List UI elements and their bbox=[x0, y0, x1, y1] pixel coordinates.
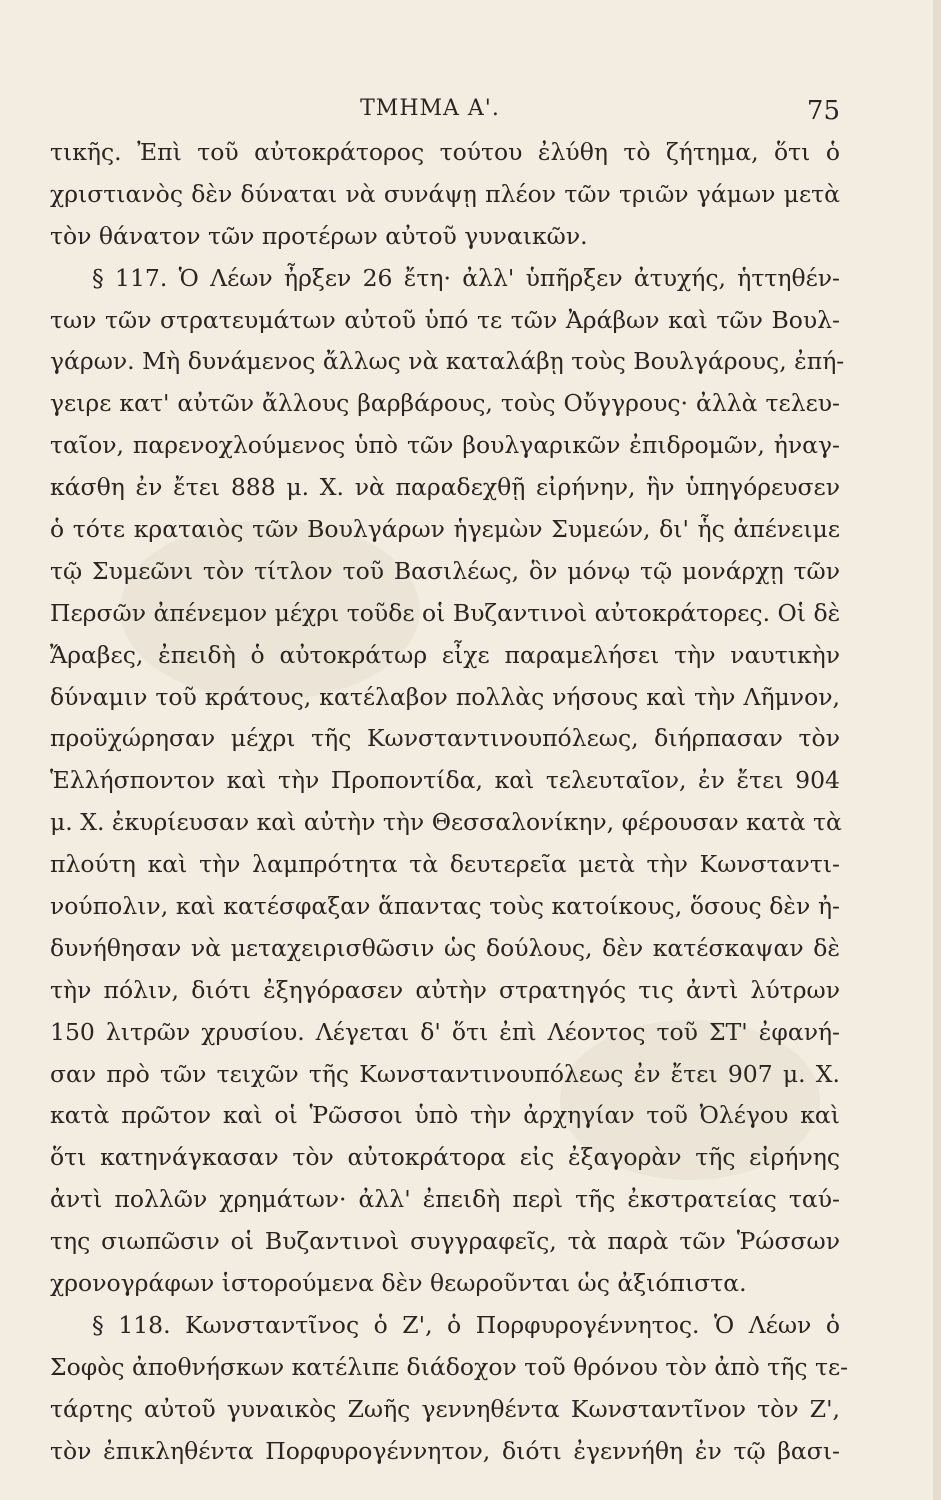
text-line: Ἄραβες, ἐπειδὴ ὁ αὐτοκράτωρ εἶχε παραμελήσει τὴν ναυτικὴν bbox=[50, 640, 840, 669]
text-line: δυνήθησαν νὰ μεταχειρισθῶσιν ὡς δούλους, δὲν κατέσκαψαν δὲ bbox=[50, 933, 840, 962]
text-line: της σιωπῶσιν οἱ Βυζαντινοὶ συγγραφεῖς, τὰ παρὰ τῶν Ῥώσσων bbox=[50, 1227, 840, 1256]
text-line: σαν πρὸ τῶν τειχῶν τῆς Κωνσταντινουπόλεως ἐν ἔτει 907 μ. Χ. bbox=[50, 1059, 840, 1088]
text-line: κάσθη ἐν ἔτει 888 μ. Χ. νὰ παραδεχθῇ εἰρήνην, ἣν ὑπηγόρευσεν bbox=[50, 473, 840, 502]
text-line: τὸν ἐπικληθέντα Πορφυρογέννητον, διότι ἐγεννήθη ἐν τῷ βασι- bbox=[50, 1436, 840, 1465]
text-line: Ἑλλήσποντον καὶ τὴν Προποντίδα, καὶ τελευταῖον, ἐν ἔτει 904 bbox=[50, 766, 840, 795]
text-line: τῷ Συμεῶνι τὸν τίτλον τοῦ Βασιλέως, ὃν μόνῳ τῷ μονάρχῃ τῶν bbox=[50, 556, 840, 585]
text-line: τικῆς. Ἐπὶ τοῦ αὐτοκράτορος τούτου ἐλύθη τὸ ζήτημα, ὅτι ὁ bbox=[50, 138, 840, 166]
text-line: κατὰ πρῶτον καὶ οἱ Ῥῶσσοι ὑπὸ τὴν ἀρχηγίαν τοῦ Ὀλέγου καὶ bbox=[50, 1101, 840, 1130]
text-line: γειρε κατ' αὐτῶν ἄλλους βαρβάρους, τοὺς Οὔγγρους· ἀλλὰ τελευ- bbox=[50, 389, 840, 418]
text-line: τάρτης αὐτοῦ γυναικὸς Ζωῆς γεννηθέντα Κωνσταντῖνον τὸν Ζ', bbox=[50, 1394, 840, 1423]
text-line: Περσῶν ἀπένεμον μέχρι τοῦδε οἱ Βυζαντινοὶ αὐτοκράτορες. Οἱ δὲ bbox=[50, 598, 841, 627]
text-line: ὅτι κατηνάγκασαν τὸν αὐτοκράτορα εἰς ἐξαγορὰν τῆς εἰρήνης bbox=[50, 1143, 840, 1172]
text-line: μ. Χ. ἐκυρίευσαν καὶ αὐτὴν τὴν Θεσσαλονίκην, φέρουσαν κατὰ τὰ bbox=[50, 808, 842, 837]
page-edge bbox=[933, 0, 941, 1500]
text-line: ὁ τότε κραταιὸς τῶν Βουλγάρων ἡγεμὼν Συμεών, δι' ἧς ἀπένειμε bbox=[50, 515, 840, 544]
text-line: χρονογράφων ἱστορούμενα δὲν θεωροῦνται ὡς ἀξιόπιστα. bbox=[50, 1269, 747, 1298]
text-line: γάρων. Μὴ δυνάμενος ἄλλως νὰ καταλάβῃ τοὺς Βουλγάρους, ἐπή- bbox=[50, 347, 845, 376]
section-title: ΤΜΗΜΑ Α'. bbox=[360, 96, 500, 121]
text-line: 150 λιτρῶν χρυσίου. Λέγεται δ' ὅτι ἐπὶ Λέοντος τοῦ ΣΤ' ἐφανή- bbox=[50, 1017, 840, 1046]
text-line: ταῖον, παρενοχλούμενος ὑπὸ τῶν βουλγαρικῶν ἐπιδρομῶν, ἠναγ- bbox=[50, 431, 840, 460]
text-line: νούπολιν, καὶ κατέσφαξαν ἅπαντας τοὺς κατοίκους, ὅσους δὲν ἠ- bbox=[50, 892, 840, 921]
section-heading-line: § 118. Κωνσταντῖνος ὁ Ζ', ὁ Πορφυρογέννητος. Ὁ Λέων ὁ bbox=[92, 1310, 840, 1339]
text-line: των τῶν στρατευμάτων αὐτοῦ ὑπό τε τῶν Ἀράβων καὶ τῶν Βουλ- bbox=[50, 305, 840, 334]
text-line: Σοφὸς ἀποθνήσκων κατέλιπε διάδοχον τοῦ θρόνου τὸν ἀπὸ τῆς τε- bbox=[50, 1352, 849, 1381]
section-heading-line: § 117. Ὁ Λέων ἦρξεν 26 ἔτη· ἀλλ' ὑπῆρξεν ἀτυχής, ἡττηθέν- bbox=[92, 263, 840, 292]
text-line: χριστιανὸς δὲν δύναται νὰ συνάψῃ πλέον τῶν τριῶν γάμων μετὰ bbox=[50, 179, 840, 208]
text-line: δύναμιν τοῦ κράτους, κατέλαβον πολλὰς νήσους καὶ τὴν Λῆμνον, bbox=[50, 682, 840, 711]
running-head bbox=[0, 96, 941, 136]
text-line: προϋχώρησαν μέχρι τῆς Κωνσταντινουπόλεως, διήρπασαν τὸν bbox=[50, 724, 840, 753]
text-line: τὸν θάνατον τῶν προτέρων αὐτοῦ γυναικῶν. bbox=[50, 221, 588, 250]
text-line: πλούτη καὶ τὴν λαμπρότητα τὰ δευτερεῖα μετὰ τὴν Κωνσταντι- bbox=[50, 850, 840, 879]
page-number: 75 bbox=[806, 96, 840, 126]
text-line: ἀντὶ πολλῶν χρημάτων· ἀλλ' ἐπειδὴ περὶ τῆς ἐκστρατείας ταύ- bbox=[50, 1185, 840, 1214]
text-line: τὴν πόλιν, διότι ἐξηγόρασεν αὐτὴν στρατηγός τις ἀντὶ λύτρων bbox=[50, 975, 840, 1004]
body-text bbox=[50, 132, 849, 1473]
